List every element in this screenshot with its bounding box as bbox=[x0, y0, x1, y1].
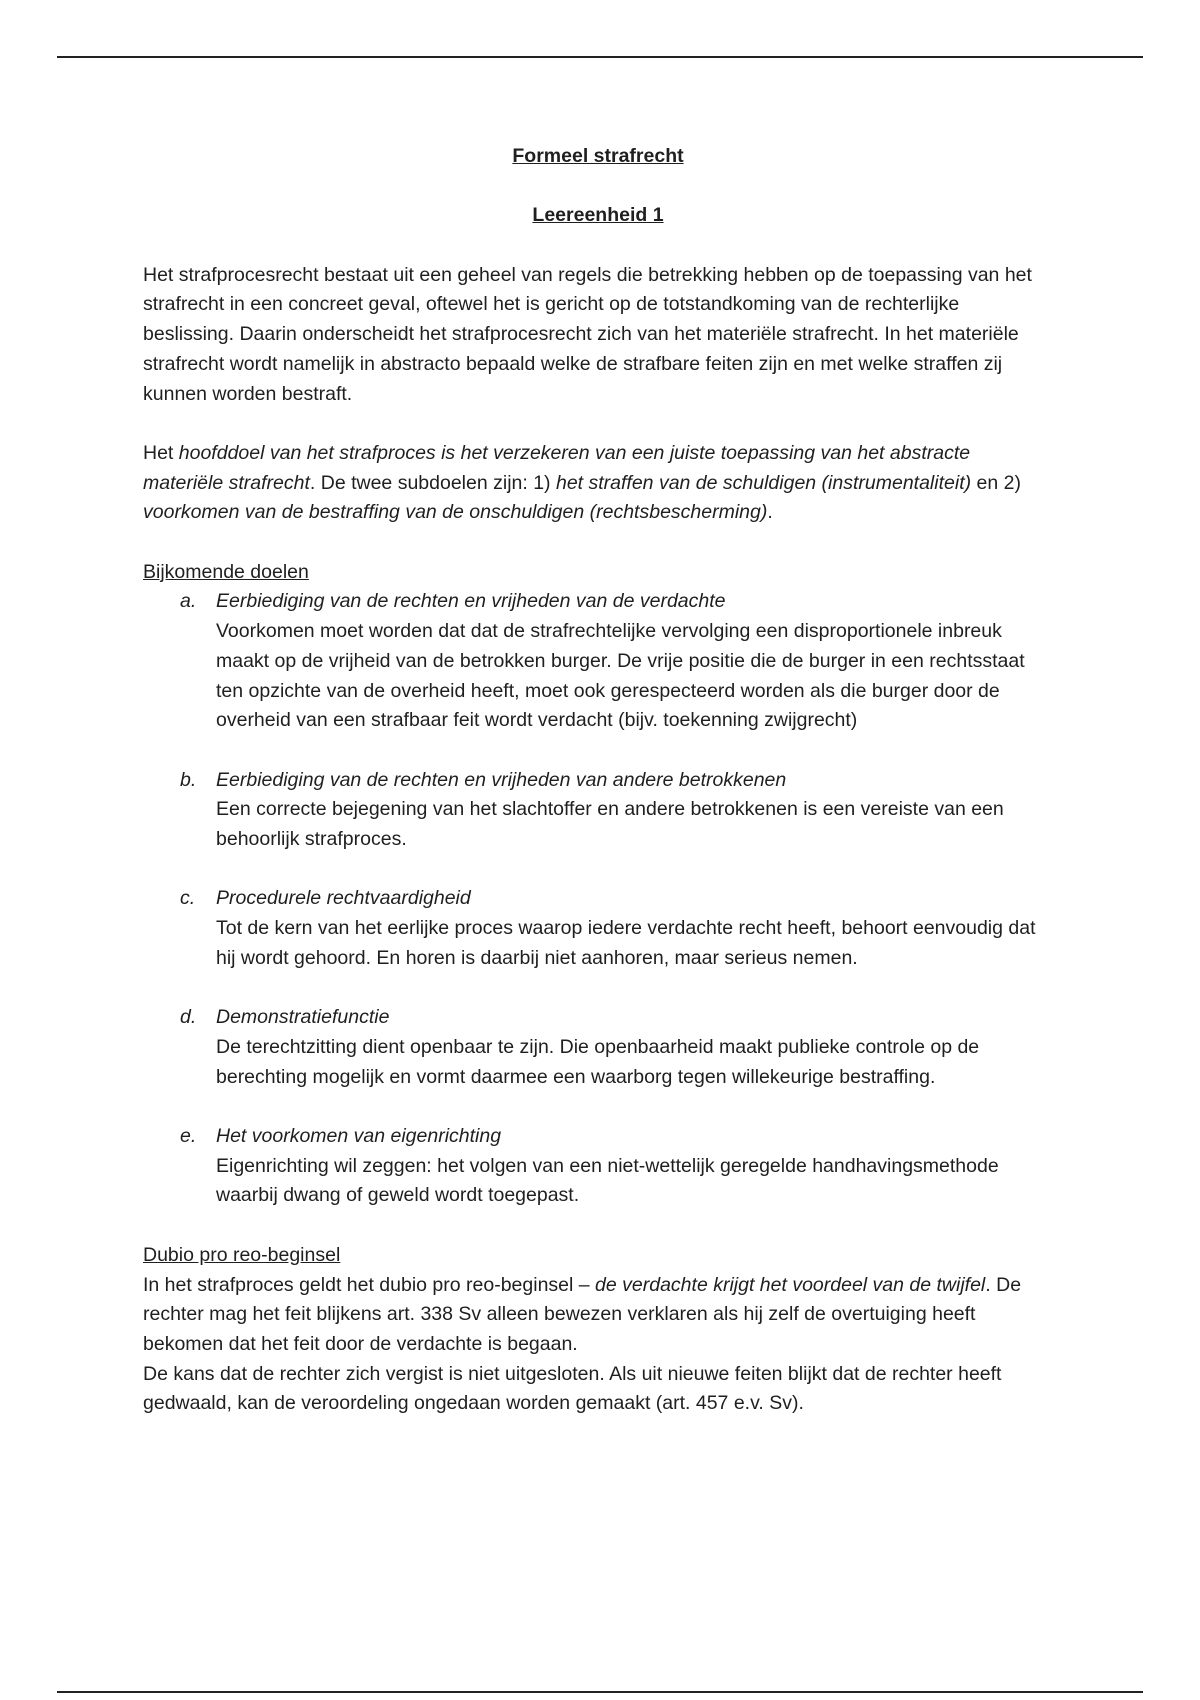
list-item-title: Het voorkomen van eigenrichting bbox=[216, 1125, 502, 1148]
intro-paragraph: Het strafprocesrecht bestaat uit een geheel van regels die betrekking hebben op de toepassing van het strafrecht in een concreet geval, oftewel het is gericht op de totstandkoming van de rechterlijke beslissing. Daarin onderscheidt het strafprocesrecht zich van het materiële strafrecht. In het materiële strafrecht wordt namelijk in abstracto bepaald welke de strafbare feiten zijn en met welke straffen zij kunnen worden bestraft. bbox=[143, 263, 1032, 405]
goals-text-1: Het bbox=[143, 441, 179, 464]
list-item-body: Een correcte bejegening van het slachtoffer en andere betrokkenen is een vereiste van een behoorlijk strafproces. bbox=[216, 798, 1004, 851]
list-item-body: Tot de kern van het eerlijke proces waarop iedere verdachte recht heeft, behoort eenvoudig dat hij wordt gehoord. En horen is daarbij niet aanhoren, maar serieus nemen. bbox=[216, 917, 1036, 969]
goals-main-goal: hoofddoel van het strafproces is het verzekeren van een juiste toepassing van het abstracte materiële strafrecht bbox=[143, 441, 971, 494]
goals-subgoal-2: voorkomen van de bestraffing van de onschuldigen (rechtsbescherming) bbox=[143, 501, 768, 524]
extra-goals-heading: Bijkomende doelen bbox=[143, 560, 309, 583]
list-item-title: Eerbiediging van de rechten en vrijheden van andere betrokkenen bbox=[216, 768, 787, 791]
dubio-principle: de verdachte krijgt het voordeel van de twijfel bbox=[595, 1273, 986, 1296]
document-subtitle: Leereenheid 1 bbox=[532, 204, 664, 227]
document-page bbox=[143, 142, 1053, 1419]
dubio-paragraph-2: De kans dat de rechter zich vergist is niet uitgesloten. Als uit nieuwe feiten blijkt dat de rechter heeft gedwaald, kan de veroordeling ongedaan worden gemaakt (art. 457 e.v. Sv). bbox=[143, 1362, 1002, 1415]
dubio-paragraph-1 bbox=[143, 1271, 1053, 1360]
list-marker: d. bbox=[180, 1006, 197, 1029]
list-item bbox=[143, 1003, 1053, 1092]
list-item-body: De terechtzitting dient openbaar te zijn. Die openbaarheid maakt publieke controle op de berechting mogelijk en vormt daarmee een waarborg tegen willekeurige bestraffing. bbox=[216, 1035, 980, 1088]
list-marker: b. bbox=[180, 768, 197, 791]
list-item bbox=[143, 766, 1053, 855]
header-rule bbox=[57, 56, 1143, 58]
list-marker: c. bbox=[180, 887, 196, 910]
goals-text-4: . bbox=[767, 501, 773, 524]
list-item bbox=[143, 884, 1053, 973]
goals-subgoal-1: het straffen van de schuldigen (instrumentaliteit) bbox=[555, 471, 972, 494]
list-marker: a. bbox=[180, 590, 197, 613]
list-item-body: Eigenrichting wil zeggen: het volgen van een niet-wettelijk geregelde handhavingsmethode waarbij dwang of geweld wordt toegepast. bbox=[216, 1154, 999, 1207]
list-item-title: Demonstratiefunctie bbox=[216, 1006, 390, 1029]
goals-paragraph bbox=[143, 439, 1053, 528]
list-item-title: Eerbiediging van de rechten en vrijheden van de verdachte bbox=[216, 590, 726, 613]
extra-goals-list bbox=[143, 587, 1053, 1211]
list-item bbox=[143, 1122, 1053, 1211]
footer-rule bbox=[57, 1691, 1143, 1693]
list-item bbox=[143, 587, 1053, 736]
dubio-heading: Dubio pro reo-beginsel bbox=[143, 1243, 341, 1266]
dubio-text-1: In het strafproces geldt het dubio pro reo-beginsel – bbox=[143, 1273, 596, 1296]
document-title: Formeel strafrecht bbox=[512, 145, 684, 167]
goals-text-2: . De twee subdoelen zijn: 1) bbox=[309, 471, 556, 494]
list-item-title: Procedurele rechtvaardigheid bbox=[216, 887, 471, 910]
list-item-body: Voorkomen moet worden dat dat de strafrechtelijke vervolging een disproportionele inbreuk maakt op de vrijheid van de betrokken burger. De vrije positie die de burger in een rechtsstaat ten opzichte van de overheid heeft, moet ook gerespecteerd worden als die burger door de overheid van een strafbaar feit wordt verdacht (bijv. toekenning zwijgrecht) bbox=[216, 620, 1025, 732]
list-marker: e. bbox=[180, 1125, 197, 1148]
dubio-text-2: . De rechter mag het feit blijkens art. 338 Sv alleen bewezen verklaren als hij zelf de overtuiging heeft bekomen dat het feit door de verdachte is begaan. bbox=[143, 1273, 1022, 1355]
goals-text-3: en 2) bbox=[971, 471, 1021, 494]
